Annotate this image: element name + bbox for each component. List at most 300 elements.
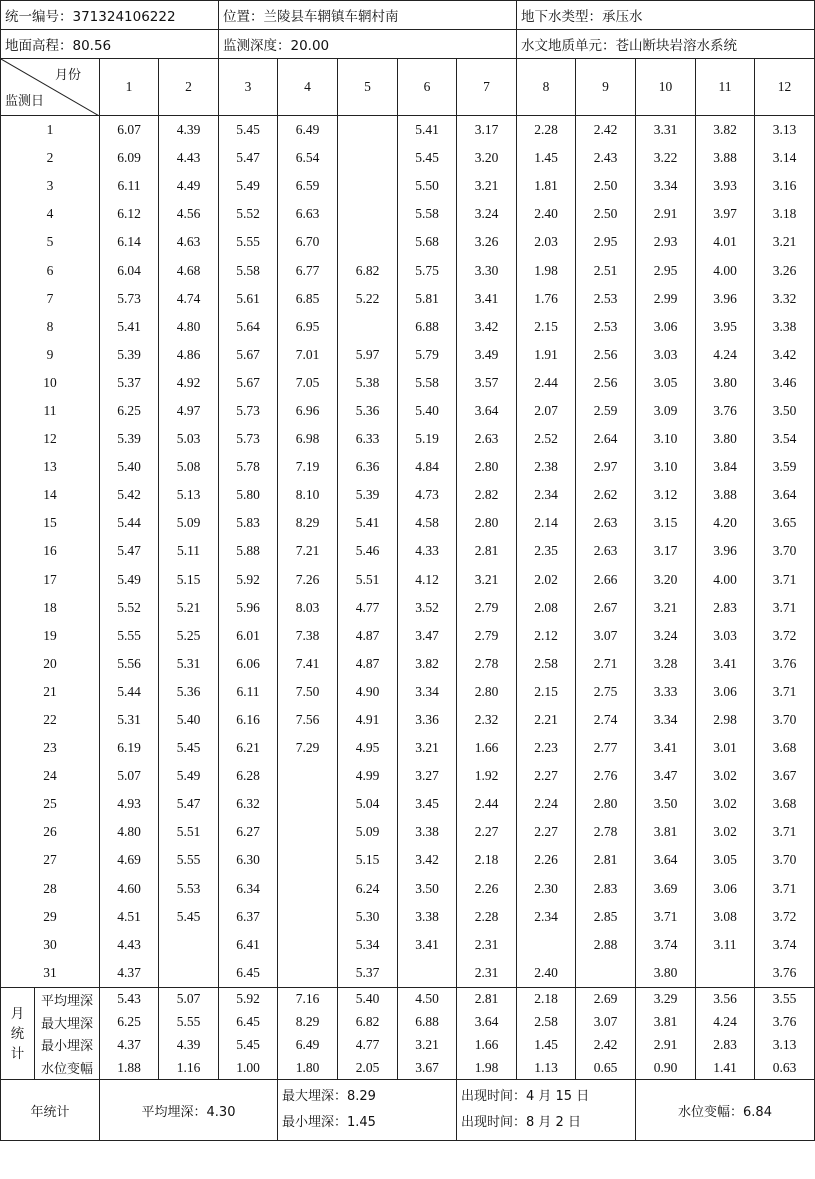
- day-cell: 18: [1, 594, 100, 622]
- stat-value: 1.41: [696, 1056, 755, 1079]
- value-cell: 4.24: [696, 341, 755, 369]
- value-cell: 5.67: [219, 341, 278, 369]
- value-cell: 6.37: [219, 903, 278, 931]
- stat-value: 3.55: [755, 987, 815, 1010]
- value-cell: 3.67: [755, 762, 815, 790]
- value-cell: 2.27: [517, 818, 576, 846]
- value-cell: 5.31: [100, 706, 159, 734]
- value-cell: 3.41: [457, 285, 517, 313]
- day-cell: 6: [1, 256, 100, 284]
- value-cell: 1.66: [457, 734, 517, 762]
- value-cell: 1.76: [517, 285, 576, 313]
- value-cell: 5.47: [159, 790, 219, 818]
- value-cell: 2.80: [457, 678, 517, 706]
- day-cell: 25: [1, 790, 100, 818]
- value-cell: 3.34: [398, 678, 457, 706]
- value-cell: 3.10: [636, 453, 696, 481]
- value-cell: 2.14: [517, 509, 576, 537]
- value-cell: 6.85: [278, 285, 338, 313]
- value-cell: 2.40: [517, 959, 576, 988]
- value-cell: 2.80: [457, 509, 517, 537]
- value-cell: 6.34: [219, 875, 278, 903]
- value-cell: 5.92: [219, 566, 278, 594]
- value-cell: 2.30: [517, 875, 576, 903]
- value-cell: 3.76: [755, 959, 815, 988]
- value-cell: 2.95: [576, 228, 636, 256]
- value-cell: 2.74: [576, 706, 636, 734]
- stat-value: 2.83: [696, 1034, 755, 1057]
- value-cell: 2.53: [576, 313, 636, 341]
- value-cell: 3.71: [755, 594, 815, 622]
- value-cell: 3.80: [696, 369, 755, 397]
- stat-value: 2.05: [338, 1056, 398, 1079]
- value-cell: 6.59: [278, 172, 338, 200]
- stat-value: 3.29: [636, 987, 696, 1010]
- value-cell: 3.02: [696, 790, 755, 818]
- value-cell: 2.26: [517, 846, 576, 874]
- day-cell: 23: [1, 734, 100, 762]
- value-cell: 5.15: [338, 846, 398, 874]
- day-cell: 21: [1, 678, 100, 706]
- value-cell: 4.97: [159, 397, 219, 425]
- value-cell: 3.38: [398, 818, 457, 846]
- stat-value: 7.16: [278, 987, 338, 1010]
- day-cell: 12: [1, 425, 100, 453]
- value-cell: 5.36: [338, 397, 398, 425]
- value-cell: 6.70: [278, 228, 338, 256]
- value-cell: 1.81: [517, 172, 576, 200]
- table-row: [1, 790, 815, 818]
- value-cell: 4.74: [159, 285, 219, 313]
- month-header: 12: [755, 59, 815, 116]
- value-cell: 2.91: [636, 200, 696, 228]
- value-cell: [278, 875, 338, 903]
- value-cell: 4.51: [100, 903, 159, 931]
- value-cell: 3.38: [755, 313, 815, 341]
- value-cell: 2.75: [576, 678, 636, 706]
- value-cell: 2.27: [517, 762, 576, 790]
- value-cell: 5.30: [338, 903, 398, 931]
- value-cell: 5.58: [219, 256, 278, 284]
- value-cell: 5.64: [219, 313, 278, 341]
- value-cell: 2.32: [457, 706, 517, 734]
- value-cell: 3.05: [636, 369, 696, 397]
- value-cell: 3.82: [696, 116, 755, 145]
- value-cell: [338, 116, 398, 145]
- value-cell: 5.36: [159, 678, 219, 706]
- value-cell: 3.81: [636, 818, 696, 846]
- value-cell: 5.13: [159, 481, 219, 509]
- month-header: 3: [219, 59, 278, 116]
- day-cell: 11: [1, 397, 100, 425]
- value-cell: 5.58: [398, 200, 457, 228]
- table-row: [1, 313, 815, 341]
- stat-value: 1.98: [457, 1056, 517, 1079]
- value-cell: 6.11: [219, 678, 278, 706]
- annual-average: 平均埋深：4.30: [100, 1080, 278, 1141]
- value-cell: 3.34: [636, 172, 696, 200]
- value-cell: 7.50: [278, 678, 338, 706]
- value-cell: 3.28: [636, 650, 696, 678]
- value-cell: 4.68: [159, 256, 219, 284]
- value-cell: 2.97: [576, 453, 636, 481]
- value-cell: [696, 959, 755, 988]
- stat-value: 3.21: [398, 1034, 457, 1057]
- table-row: [1, 537, 815, 565]
- day-cell: 4: [1, 200, 100, 228]
- value-cell: 3.41: [696, 650, 755, 678]
- stat-value: 5.07: [159, 987, 219, 1010]
- value-cell: 1.92: [457, 762, 517, 790]
- month-header: 11: [696, 59, 755, 116]
- value-cell: 5.68: [398, 228, 457, 256]
- value-cell: 3.11: [696, 931, 755, 959]
- value-cell: 3.64: [636, 846, 696, 874]
- value-cell: 3.03: [636, 341, 696, 369]
- value-cell: 3.93: [696, 172, 755, 200]
- day-cell: 1: [1, 116, 100, 145]
- table-row: [1, 369, 815, 397]
- value-cell: 3.74: [636, 931, 696, 959]
- value-cell: 3.45: [398, 790, 457, 818]
- stat-value: 3.13: [755, 1034, 815, 1057]
- value-cell: 5.83: [219, 509, 278, 537]
- stat-value: 4.50: [398, 987, 457, 1010]
- value-cell: 2.77: [576, 734, 636, 762]
- value-cell: 5.58: [398, 369, 457, 397]
- stat-value: 5.45: [219, 1034, 278, 1057]
- value-cell: 4.00: [696, 256, 755, 284]
- value-cell: 6.19: [100, 734, 159, 762]
- value-cell: 2.31: [457, 931, 517, 959]
- table-row: [1, 200, 815, 228]
- value-cell: 6.12: [100, 200, 159, 228]
- table-row: [1, 566, 815, 594]
- value-cell: 5.40: [398, 397, 457, 425]
- value-cell: 3.71: [755, 566, 815, 594]
- value-cell: 2.50: [576, 200, 636, 228]
- value-cell: [278, 790, 338, 818]
- value-cell: 5.56: [100, 650, 159, 678]
- value-cell: 5.15: [159, 566, 219, 594]
- value-cell: 3.96: [696, 285, 755, 313]
- table-row: [1, 678, 815, 706]
- value-cell: 2.43: [576, 144, 636, 172]
- value-cell: 3.12: [636, 481, 696, 509]
- value-cell: 3.88: [696, 144, 755, 172]
- month-header: 6: [398, 59, 457, 116]
- value-cell: 2.51: [576, 256, 636, 284]
- stat-value: 5.55: [159, 1011, 219, 1034]
- value-cell: 3.02: [696, 818, 755, 846]
- day-cell: 24: [1, 762, 100, 790]
- value-cell: 2.35: [517, 537, 576, 565]
- value-cell: [159, 959, 219, 988]
- value-cell: 2.63: [576, 537, 636, 565]
- value-cell: [338, 200, 398, 228]
- value-cell: 5.73: [100, 285, 159, 313]
- value-cell: 7.01: [278, 341, 338, 369]
- value-cell: 3.32: [755, 285, 815, 313]
- value-cell: 4.99: [338, 762, 398, 790]
- value-cell: 3.33: [636, 678, 696, 706]
- stat-value: 1.80: [278, 1056, 338, 1079]
- value-cell: 5.50: [398, 172, 457, 200]
- stat-value: 1.00: [219, 1056, 278, 1079]
- value-cell: 3.88: [696, 481, 755, 509]
- value-cell: 2.62: [576, 481, 636, 509]
- monitor-depth: 监测深度：20.00: [219, 30, 517, 59]
- value-cell: 3.72: [755, 622, 815, 650]
- value-cell: 5.37: [100, 369, 159, 397]
- value-cell: 5.31: [159, 650, 219, 678]
- value-cell: 3.47: [398, 622, 457, 650]
- value-cell: 6.49: [278, 116, 338, 145]
- value-cell: 5.67: [219, 369, 278, 397]
- month-header: 4: [278, 59, 338, 116]
- value-cell: [278, 903, 338, 931]
- value-cell: 3.36: [398, 706, 457, 734]
- value-cell: 3.76: [755, 650, 815, 678]
- value-cell: 3.65: [755, 509, 815, 537]
- value-cell: 7.56: [278, 706, 338, 734]
- value-cell: 2.44: [457, 790, 517, 818]
- value-cell: 2.59: [576, 397, 636, 425]
- value-cell: 5.49: [159, 762, 219, 790]
- value-cell: 6.63: [278, 200, 338, 228]
- value-cell: 2.83: [696, 594, 755, 622]
- stat-value: 4.39: [159, 1034, 219, 1057]
- value-cell: 5.75: [398, 256, 457, 284]
- value-cell: 4.00: [696, 566, 755, 594]
- value-cell: 3.18: [755, 200, 815, 228]
- value-cell: 4.80: [100, 818, 159, 846]
- stat-row: [1, 1034, 815, 1057]
- value-cell: 5.55: [219, 228, 278, 256]
- value-cell: 6.41: [219, 931, 278, 959]
- day-cell: 29: [1, 903, 100, 931]
- value-cell: [398, 959, 457, 988]
- value-cell: 6.01: [219, 622, 278, 650]
- value-cell: 2.66: [576, 566, 636, 594]
- value-cell: 4.37: [100, 959, 159, 988]
- value-cell: 3.68: [755, 790, 815, 818]
- value-cell: 4.01: [696, 228, 755, 256]
- table-row: [1, 256, 815, 284]
- value-cell: 5.51: [338, 566, 398, 594]
- day-cell: 7: [1, 285, 100, 313]
- stat-value: 0.63: [755, 1056, 815, 1079]
- value-cell: 3.38: [398, 903, 457, 931]
- stat-row: [1, 1011, 815, 1034]
- value-cell: 6.24: [338, 875, 398, 903]
- value-cell: 6.11: [100, 172, 159, 200]
- value-cell: 5.38: [338, 369, 398, 397]
- table-row: [1, 650, 815, 678]
- elevation: 地面高程：80.56: [1, 30, 219, 59]
- value-cell: 3.34: [636, 706, 696, 734]
- value-cell: 3.80: [696, 425, 755, 453]
- day-cell: 14: [1, 481, 100, 509]
- value-cell: 3.07: [576, 622, 636, 650]
- annual-min-time: 出现时间：8 月 2 日: [461, 1115, 581, 1131]
- stat-value: 3.56: [696, 987, 755, 1010]
- value-cell: 3.06: [696, 678, 755, 706]
- value-cell: 3.41: [636, 734, 696, 762]
- value-cell: 3.71: [755, 818, 815, 846]
- day-cell: 22: [1, 706, 100, 734]
- value-cell: 2.12: [517, 622, 576, 650]
- stat-label: 最小埋深: [35, 1034, 100, 1057]
- day-cell: 16: [1, 537, 100, 565]
- stat-value: 0.90: [636, 1056, 696, 1079]
- value-cell: 5.88: [219, 537, 278, 565]
- value-cell: 3.21: [457, 172, 517, 200]
- value-cell: 4.84: [398, 453, 457, 481]
- value-cell: 2.15: [517, 678, 576, 706]
- monthly-stats-label: 月 统 计: [1, 987, 35, 1079]
- value-cell: 6.96: [278, 397, 338, 425]
- value-cell: 2.27: [457, 818, 517, 846]
- value-cell: 5.55: [159, 846, 219, 874]
- value-cell: 2.80: [576, 790, 636, 818]
- value-cell: 4.80: [159, 313, 219, 341]
- value-cell: 4.69: [100, 846, 159, 874]
- value-cell: 2.40: [517, 200, 576, 228]
- value-cell: 2.18: [457, 846, 517, 874]
- value-cell: 6.54: [278, 144, 338, 172]
- stat-value: 3.64: [457, 1011, 517, 1034]
- value-cell: 3.21: [457, 566, 517, 594]
- value-cell: 2.56: [576, 341, 636, 369]
- value-cell: 2.81: [576, 846, 636, 874]
- stat-value: 5.92: [219, 987, 278, 1010]
- table-row: [1, 762, 815, 790]
- table-row: [1, 453, 815, 481]
- day-cell: 2: [1, 144, 100, 172]
- value-cell: 2.34: [517, 481, 576, 509]
- value-cell: 3.50: [398, 875, 457, 903]
- value-cell: 6.27: [219, 818, 278, 846]
- stat-value: 5.43: [100, 987, 159, 1010]
- value-cell: 6.33: [338, 425, 398, 453]
- value-cell: 1.45: [517, 144, 576, 172]
- stat-value: 6.25: [100, 1011, 159, 1034]
- stat-value: 6.88: [398, 1011, 457, 1034]
- stat-value: 2.58: [517, 1011, 576, 1034]
- value-cell: 6.98: [278, 425, 338, 453]
- value-cell: 3.21: [636, 594, 696, 622]
- value-cell: 3.68: [755, 734, 815, 762]
- value-cell: 6.45: [219, 959, 278, 988]
- value-cell: 3.26: [457, 228, 517, 256]
- value-cell: 5.80: [219, 481, 278, 509]
- hydro-unit: 水文地质单元：苍山断块岩溶水系统: [517, 30, 815, 59]
- value-cell: 6.36: [338, 453, 398, 481]
- value-cell: 3.24: [457, 200, 517, 228]
- value-cell: 5.34: [338, 931, 398, 959]
- value-cell: 3.64: [457, 397, 517, 425]
- value-cell: 8.10: [278, 481, 338, 509]
- value-cell: 7.38: [278, 622, 338, 650]
- value-cell: 4.87: [338, 650, 398, 678]
- value-cell: 3.13: [755, 116, 815, 145]
- value-cell: 2.63: [576, 509, 636, 537]
- day-cell: 31: [1, 959, 100, 988]
- value-cell: 2.03: [517, 228, 576, 256]
- value-cell: 2.52: [517, 425, 576, 453]
- value-cell: 2.78: [457, 650, 517, 678]
- stat-value: 1.66: [457, 1034, 517, 1057]
- value-cell: 5.45: [219, 116, 278, 145]
- month-header: 7: [457, 59, 517, 116]
- value-cell: 2.64: [576, 425, 636, 453]
- value-cell: 5.41: [398, 116, 457, 145]
- value-cell: 4.86: [159, 341, 219, 369]
- value-cell: 6.88: [398, 313, 457, 341]
- value-cell: 5.52: [100, 594, 159, 622]
- value-cell: 5.44: [100, 678, 159, 706]
- value-cell: 3.95: [696, 313, 755, 341]
- annual-extremes: [278, 1080, 457, 1141]
- value-cell: 2.08: [517, 594, 576, 622]
- day-cell: 28: [1, 875, 100, 903]
- stat-value: 3.81: [636, 1011, 696, 1034]
- value-cell: [278, 931, 338, 959]
- value-cell: 5.47: [100, 537, 159, 565]
- value-cell: 2.44: [517, 369, 576, 397]
- annual-label: 年统计: [1, 1080, 100, 1141]
- value-cell: 4.56: [159, 200, 219, 228]
- value-cell: 3.27: [398, 762, 457, 790]
- value-cell: 8.03: [278, 594, 338, 622]
- value-cell: 3.70: [755, 706, 815, 734]
- month-header: 8: [517, 59, 576, 116]
- value-cell: 3.47: [636, 762, 696, 790]
- value-cell: 5.21: [159, 594, 219, 622]
- value-cell: 5.39: [100, 425, 159, 453]
- stat-value: 4.24: [696, 1011, 755, 1034]
- value-cell: 5.52: [219, 200, 278, 228]
- value-cell: 5.42: [100, 481, 159, 509]
- value-cell: 2.21: [517, 706, 576, 734]
- value-cell: 5.45: [159, 903, 219, 931]
- stat-value: 1.16: [159, 1056, 219, 1079]
- value-cell: 2.28: [457, 903, 517, 931]
- value-cell: 5.51: [159, 818, 219, 846]
- day-cell: 27: [1, 846, 100, 874]
- day-cell: 8: [1, 313, 100, 341]
- value-cell: 5.73: [219, 425, 278, 453]
- value-cell: [338, 313, 398, 341]
- value-cell: 5.46: [338, 537, 398, 565]
- value-cell: 2.38: [517, 453, 576, 481]
- value-cell: 3.21: [398, 734, 457, 762]
- value-cell: 7.05: [278, 369, 338, 397]
- value-cell: 3.26: [755, 256, 815, 284]
- value-cell: [517, 931, 576, 959]
- day-cell: 30: [1, 931, 100, 959]
- value-cell: 3.09: [636, 397, 696, 425]
- value-cell: 5.61: [219, 285, 278, 313]
- value-cell: 2.83: [576, 875, 636, 903]
- value-cell: 6.77: [278, 256, 338, 284]
- stat-value: 3.07: [576, 1011, 636, 1034]
- value-cell: 4.43: [100, 931, 159, 959]
- value-cell: 3.01: [696, 734, 755, 762]
- value-cell: 3.06: [636, 313, 696, 341]
- value-cell: 2.79: [457, 594, 517, 622]
